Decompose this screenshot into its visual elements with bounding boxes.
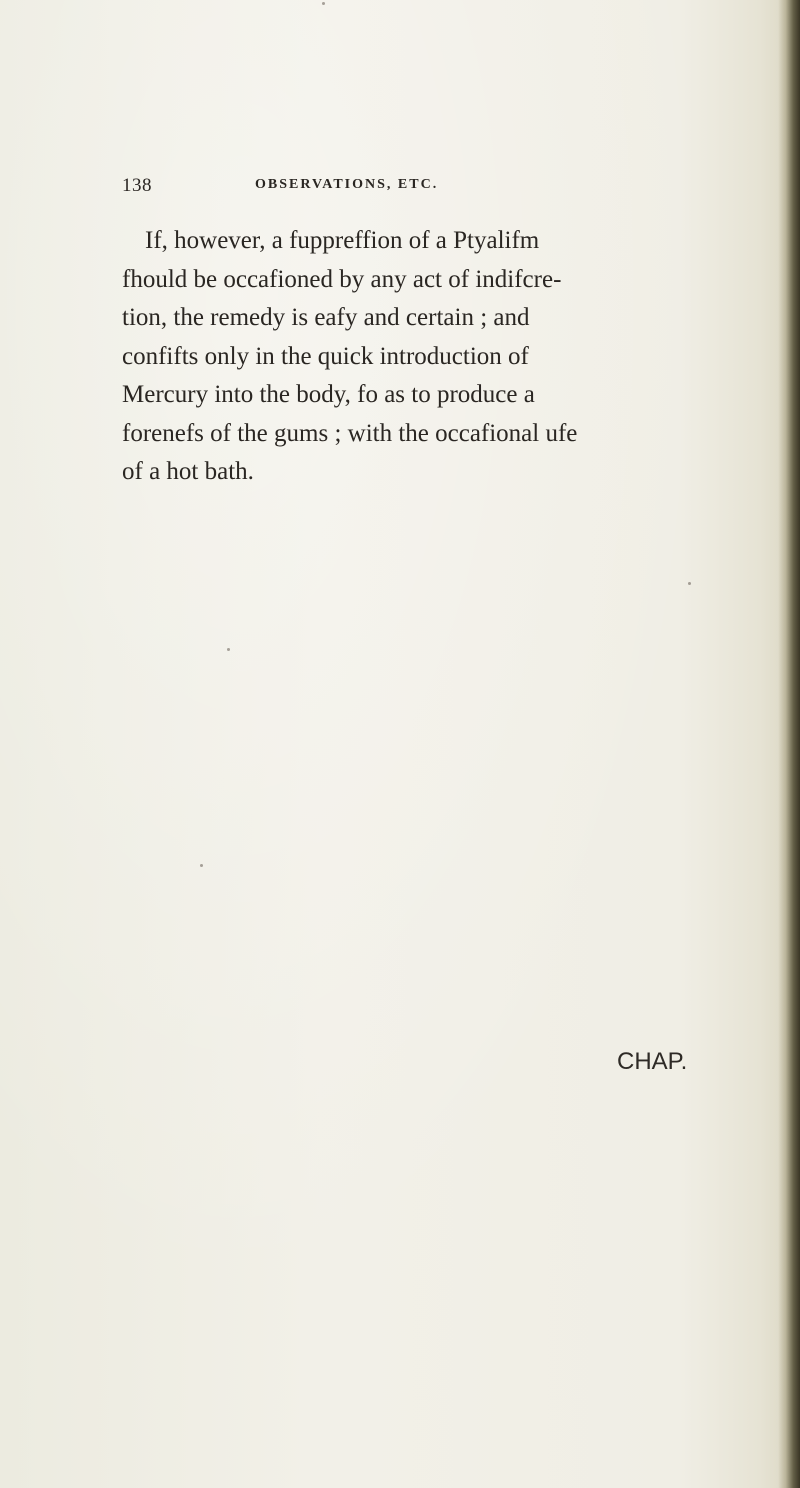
body-paragraph bbox=[122, 222, 722, 492]
paper-speck bbox=[227, 648, 230, 651]
catchword: CHAP. bbox=[617, 1048, 688, 1075]
paper-speck bbox=[322, 2, 325, 5]
text-line: Mercury into the body, fo as to produce a bbox=[122, 381, 535, 408]
paper-speck bbox=[688, 582, 691, 585]
running-head: OBSERVATIONS, ETC. bbox=[255, 177, 439, 192]
text-line: forenefs of the gums ; with the occafional ufe bbox=[122, 419, 578, 447]
text-line: confifts only in the quick introduction of bbox=[122, 342, 529, 370]
text-line: of a hot bath. bbox=[122, 458, 254, 485]
page-binding-edge bbox=[778, 0, 800, 1488]
text-line: fhould be occafioned by any act of indifcre- bbox=[122, 265, 562, 293]
page-number: 138 bbox=[122, 175, 152, 196]
text-line: If, however, a fuppreffion of a Ptyalifm bbox=[145, 227, 540, 254]
text-line: tion, the remedy is eafy and certain ; and bbox=[122, 304, 530, 331]
page-header bbox=[122, 175, 682, 197]
paper-speck bbox=[200, 864, 203, 867]
